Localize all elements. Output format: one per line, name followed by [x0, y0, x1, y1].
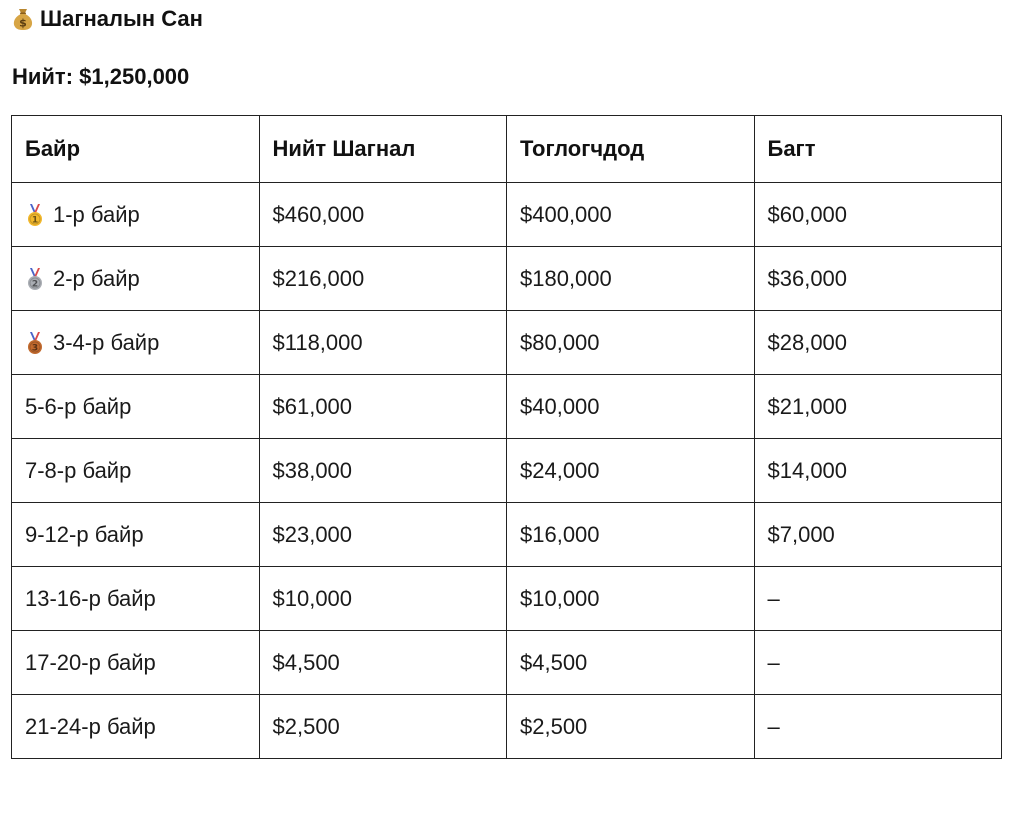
- players-prize-cell: $80,000: [507, 311, 755, 375]
- total-prize: [12, 62, 189, 92]
- place-cell: [12, 695, 260, 759]
- place-label: 7-8-р байр: [25, 457, 132, 483]
- svg-text:$: $: [19, 16, 27, 30]
- column-header-team: Багт: [754, 116, 1002, 183]
- place-label: 5-6-р байр: [25, 393, 132, 419]
- total-prize-cell: $10,000: [259, 567, 507, 631]
- total-label: Нийт:: [12, 64, 74, 89]
- svg-text:3: 3: [31, 343, 39, 353]
- team-prize-cell: –: [754, 695, 1002, 759]
- team-prize-cell: $28,000: [754, 311, 1002, 375]
- total-prize-cell: $460,000: [259, 183, 507, 247]
- table-row: [12, 311, 1002, 375]
- table-row: [12, 695, 1002, 759]
- table-row: [12, 567, 1002, 631]
- players-prize-cell: $400,000: [507, 183, 755, 247]
- svg-text:2: 2: [31, 279, 39, 289]
- total-prize-cell: $4,500: [259, 631, 507, 695]
- place-cell: [12, 311, 260, 375]
- team-prize-cell: $60,000: [754, 183, 1002, 247]
- players-prize-cell: $2,500: [507, 695, 755, 759]
- total-prize-cell: $23,000: [259, 503, 507, 567]
- players-prize-cell: $10,000: [507, 567, 755, 631]
- place-cell: [12, 183, 260, 247]
- silver-medal-icon: [25, 267, 45, 291]
- column-header-total: Нийт Шагнал: [259, 116, 507, 183]
- total-value: $1,250,000: [79, 64, 190, 89]
- place-label: 17-20-р байр: [25, 649, 156, 675]
- place-cell: [12, 439, 260, 503]
- bronze-medal-icon: [25, 331, 45, 355]
- players-prize-cell: $16,000: [507, 503, 755, 567]
- team-prize-cell: $21,000: [754, 375, 1002, 439]
- place-label: 21-24-р байр: [25, 713, 156, 739]
- team-prize-cell: $36,000: [754, 247, 1002, 311]
- place-label: 1-р байр: [53, 201, 140, 227]
- place-cell: [12, 631, 260, 695]
- column-header-players: Тоглогчдод: [507, 116, 755, 183]
- place-label: 13-16-р байр: [25, 585, 156, 611]
- page-title-row: [12, 4, 203, 34]
- players-prize-cell: $4,500: [507, 631, 755, 695]
- place-cell: [12, 375, 260, 439]
- team-prize-cell: $14,000: [754, 439, 1002, 503]
- table-row: [12, 375, 1002, 439]
- money-bag-icon: [12, 7, 34, 31]
- players-prize-cell: $180,000: [507, 247, 755, 311]
- table-row: [12, 503, 1002, 567]
- column-header-place: Байр: [12, 116, 260, 183]
- place-cell: [12, 503, 260, 567]
- place-label: 9-12-р байр: [25, 521, 144, 547]
- players-prize-cell: $24,000: [507, 439, 755, 503]
- table-row: [12, 631, 1002, 695]
- place-cell: [12, 567, 260, 631]
- place-cell: [12, 247, 260, 311]
- place-label: 3-4-р байр: [53, 329, 160, 355]
- total-prize-cell: $38,000: [259, 439, 507, 503]
- total-prize-cell: $118,000: [259, 311, 507, 375]
- total-prize-cell: $2,500: [259, 695, 507, 759]
- players-prize-cell: $40,000: [507, 375, 755, 439]
- gold-medal-icon: [25, 203, 45, 227]
- page-title: Шагналын Сан: [40, 6, 203, 31]
- table-row: [12, 439, 1002, 503]
- table-header-row: [12, 116, 1002, 183]
- team-prize-cell: –: [754, 567, 1002, 631]
- place-label: 2-р байр: [53, 265, 140, 291]
- total-prize-cell: $216,000: [259, 247, 507, 311]
- table-row: [12, 183, 1002, 247]
- prize-table: [11, 115, 1002, 759]
- team-prize-cell: –: [754, 631, 1002, 695]
- table-row: [12, 247, 1002, 311]
- total-prize-cell: $61,000: [259, 375, 507, 439]
- team-prize-cell: $7,000: [754, 503, 1002, 567]
- svg-text:1: 1: [31, 215, 39, 225]
